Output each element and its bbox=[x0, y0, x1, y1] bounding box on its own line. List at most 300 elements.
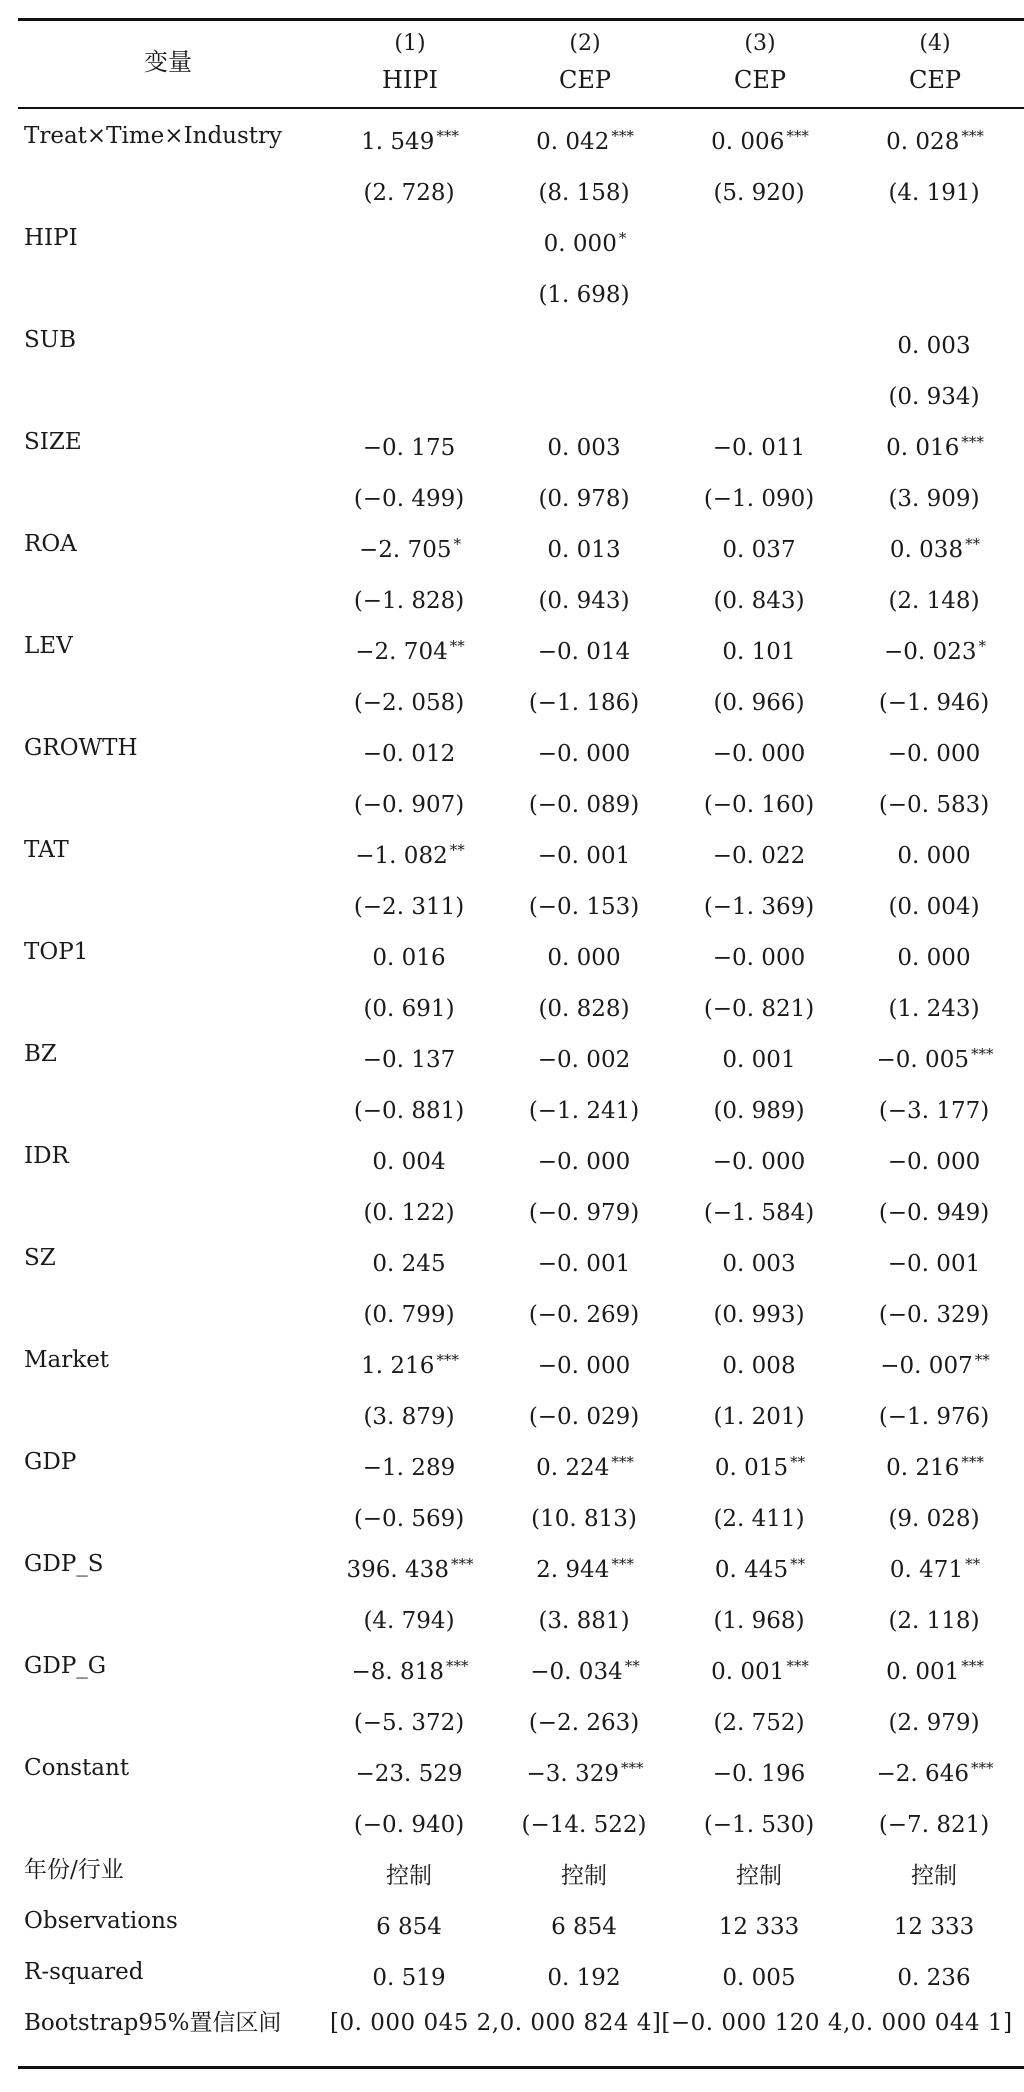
cell-col-3 bbox=[670, 570, 850, 621]
cell-col-1 bbox=[320, 1692, 500, 1743]
cell-value: 0. 471 bbox=[889, 1557, 964, 1583]
row-label: GDP_S bbox=[24, 1551, 104, 1577]
cell-value: 396. 438 bbox=[346, 1557, 449, 1583]
significance-stars: ** bbox=[790, 1453, 806, 1471]
cell-value: 0. 008 bbox=[722, 1353, 796, 1379]
cell-col-2 bbox=[500, 417, 670, 468]
cell-value: −8. 818 bbox=[351, 1659, 444, 1685]
table-row bbox=[0, 1845, 1024, 1896]
row-label: R-squared bbox=[24, 1959, 144, 1985]
cell-col-2 bbox=[500, 1080, 670, 1131]
significance-stars: *** bbox=[970, 1759, 994, 1777]
cell-col-2 bbox=[500, 111, 670, 162]
row-label: 年份/行业 bbox=[24, 1857, 124, 1883]
cell-value: (−0. 569) bbox=[353, 1506, 465, 1532]
cell-col-4 bbox=[845, 468, 1024, 519]
cell-value: (−1. 946) bbox=[878, 690, 990, 716]
cell-col-3 bbox=[670, 927, 850, 978]
cell-col-2 bbox=[500, 1233, 670, 1284]
cell-col-1 bbox=[320, 621, 500, 672]
cell-value: −0. 002 bbox=[537, 1047, 631, 1073]
cell-col-4 bbox=[845, 1539, 1024, 1590]
row-label: SZ bbox=[24, 1245, 56, 1271]
cell-col-4 bbox=[845, 621, 1024, 672]
cell-col-2 bbox=[500, 1794, 670, 1845]
row-label: BZ bbox=[24, 1041, 57, 1067]
cell-col-1 bbox=[320, 1539, 500, 1590]
significance-stars: *** bbox=[436, 127, 459, 145]
cell-value: −0. 034 bbox=[530, 1659, 623, 1685]
cell-col-4 bbox=[845, 1233, 1024, 1284]
cell-col-4 bbox=[845, 927, 1024, 978]
cell-value: −0. 000 bbox=[537, 1353, 631, 1379]
cell-value: (−7. 821) bbox=[878, 1812, 990, 1838]
significance-stars: ** bbox=[449, 637, 465, 655]
significance-stars: *** bbox=[961, 127, 984, 145]
cell-col-4 bbox=[845, 366, 1024, 417]
cell-value: (−5. 372) bbox=[353, 1710, 465, 1736]
cell-value: 0. 006 bbox=[711, 129, 785, 155]
cell-value: 0. 001 bbox=[711, 1659, 785, 1685]
cell-value: (−0. 160) bbox=[703, 792, 815, 818]
header-col-4-number: (4) bbox=[919, 31, 951, 56]
cell-value: −3. 329 bbox=[526, 1761, 619, 1787]
cell-col-4 bbox=[845, 1794, 1024, 1845]
table-row bbox=[0, 1590, 1024, 1641]
cell-col-2 bbox=[500, 1131, 670, 1182]
cell-col-4 bbox=[845, 111, 1024, 162]
cell-col-1 bbox=[320, 1080, 500, 1131]
table-row bbox=[0, 1743, 1024, 1794]
cell-col-1 bbox=[320, 1335, 500, 1386]
cell-col-2 bbox=[500, 723, 670, 774]
cell-value: −0. 011 bbox=[712, 435, 806, 461]
cell-value: (−1. 186) bbox=[528, 690, 640, 716]
cell-value: 控制 bbox=[386, 1863, 432, 1889]
table-row bbox=[0, 570, 1024, 621]
table-row bbox=[0, 1029, 1024, 1080]
cell-col-1 bbox=[320, 1743, 500, 1794]
cell-col-2 bbox=[500, 570, 670, 621]
table-row bbox=[0, 468, 1024, 519]
cell-value: (2. 118) bbox=[888, 1608, 980, 1634]
cell-col-4 bbox=[845, 1437, 1024, 1488]
cell-col-2 bbox=[500, 927, 670, 978]
significance-stars: *** bbox=[786, 1657, 809, 1675]
table-row bbox=[0, 1233, 1024, 1284]
cell-col-1 bbox=[320, 1284, 500, 1335]
cell-value: 1. 549 bbox=[361, 129, 435, 155]
cell-value: 0. 101 bbox=[722, 639, 796, 665]
cell-value: (2. 411) bbox=[713, 1506, 805, 1532]
cell-value: 0. 000 bbox=[547, 945, 621, 971]
cell-col-2 bbox=[500, 468, 670, 519]
table-row bbox=[0, 1284, 1024, 1335]
cell-col-1 bbox=[320, 774, 500, 825]
cell-value: (−0. 089) bbox=[528, 792, 640, 818]
cell-value: −0. 196 bbox=[712, 1761, 806, 1787]
significance-stars: *** bbox=[611, 1453, 634, 1471]
cell-value: 0. 042 bbox=[536, 129, 610, 155]
cell-value: (10. 813) bbox=[531, 1506, 637, 1532]
cell-value: −0. 001 bbox=[537, 843, 631, 869]
significance-stars: *** bbox=[445, 1657, 469, 1675]
cell-col-1 bbox=[320, 1947, 500, 1998]
cell-col-2 bbox=[500, 1590, 670, 1641]
cell-value: 0. 016 bbox=[886, 435, 960, 461]
cell-col-4 bbox=[845, 774, 1024, 825]
row-label: LEV bbox=[24, 633, 73, 659]
cell-value: −0. 000 bbox=[712, 1149, 806, 1175]
cell-col-1 bbox=[320, 1131, 500, 1182]
table-row bbox=[0, 519, 1024, 570]
cell-col-4 bbox=[845, 1896, 1024, 1947]
cell-value: (0. 843) bbox=[713, 588, 805, 614]
cell-value: (−0. 821) bbox=[703, 996, 815, 1022]
cell-col-4 bbox=[845, 213, 1024, 264]
cell-value: (4. 191) bbox=[888, 180, 980, 206]
cell-col-1 bbox=[320, 1845, 500, 1896]
row-label: SIZE bbox=[24, 429, 82, 455]
cell-col-1 bbox=[320, 417, 500, 468]
cell-col-4 bbox=[845, 723, 1024, 774]
cell-value: (0. 934) bbox=[888, 384, 980, 410]
cell-value: 1. 216 bbox=[361, 1353, 435, 1379]
cell-value: (0. 989) bbox=[713, 1098, 805, 1124]
cell-col-2 bbox=[500, 672, 670, 723]
cell-col-2 bbox=[500, 213, 670, 264]
table-row bbox=[0, 1335, 1024, 1386]
cell-col-3 bbox=[670, 672, 850, 723]
table-row bbox=[0, 315, 1024, 366]
cell-col-4 bbox=[845, 1488, 1024, 1539]
cell-value: −0. 001 bbox=[537, 1251, 631, 1277]
cell-value: (−0. 499) bbox=[353, 486, 465, 512]
cell-col-4 bbox=[845, 1080, 1024, 1131]
cell-value: (3. 879) bbox=[363, 1404, 455, 1430]
bottom-rule bbox=[18, 2066, 1024, 2069]
cell-value: 2. 944 bbox=[536, 1557, 610, 1583]
row-label: Treat×Time×Industry bbox=[24, 123, 283, 149]
significance-stars: * bbox=[978, 637, 986, 655]
significance-stars: ** bbox=[965, 1555, 981, 1573]
cell-value: (1. 243) bbox=[888, 996, 980, 1022]
cell-col-3 bbox=[670, 519, 850, 570]
cell-value: 12 333 bbox=[718, 1914, 800, 1940]
cell-col-2 bbox=[500, 1539, 670, 1590]
bootstrap-interval-1: [0. 000 045 2,0. 000 824 4] bbox=[330, 2010, 662, 2036]
cell-col-3 bbox=[670, 417, 850, 468]
cell-col-3 bbox=[670, 1743, 850, 1794]
table-row bbox=[0, 111, 1024, 162]
cell-col-3 bbox=[670, 264, 850, 315]
cell-col-4 bbox=[845, 672, 1024, 723]
cell-col-1 bbox=[320, 1029, 500, 1080]
bootstrap-row bbox=[0, 1998, 1024, 2049]
cell-value: 0. 519 bbox=[372, 1965, 446, 1991]
cell-col-4 bbox=[845, 1947, 1024, 1998]
table-row bbox=[0, 1386, 1024, 1437]
cell-value: 0. 001 bbox=[722, 1047, 796, 1073]
row-label: TOP1 bbox=[24, 939, 89, 965]
cell-col-4 bbox=[845, 978, 1024, 1029]
row-label: Observations bbox=[24, 1908, 178, 1934]
cell-col-4 bbox=[845, 417, 1024, 468]
cell-col-1 bbox=[320, 1641, 500, 1692]
cell-value: (0. 966) bbox=[713, 690, 805, 716]
cell-value: (−0. 940) bbox=[353, 1812, 465, 1838]
cell-col-3 bbox=[670, 1845, 850, 1896]
cell-value: 12 333 bbox=[893, 1914, 975, 1940]
cell-col-3 bbox=[670, 1284, 850, 1335]
cell-col-2 bbox=[500, 1335, 670, 1386]
table-row bbox=[0, 366, 1024, 417]
table-row bbox=[0, 723, 1024, 774]
cell-value: −2. 705 bbox=[359, 537, 452, 563]
cell-col-4 bbox=[845, 1743, 1024, 1794]
cell-value: (0. 943) bbox=[538, 588, 630, 614]
cell-col-1 bbox=[320, 672, 500, 723]
cell-value: −1. 289 bbox=[362, 1455, 456, 1481]
cell-value: (3. 881) bbox=[538, 1608, 630, 1634]
significance-stars: ** bbox=[624, 1657, 640, 1675]
cell-value: (−1. 530) bbox=[703, 1812, 815, 1838]
cell-col-2 bbox=[500, 774, 670, 825]
cell-value: −0. 000 bbox=[537, 1149, 631, 1175]
row-label: ROA bbox=[24, 531, 77, 557]
significance-stars: ** bbox=[974, 1351, 990, 1369]
cell-col-4 bbox=[845, 264, 1024, 315]
cell-value: (−1. 828) bbox=[353, 588, 465, 614]
cell-col-1 bbox=[320, 468, 500, 519]
cell-value: (−2. 058) bbox=[353, 690, 465, 716]
cell-value: (0. 122) bbox=[363, 1200, 455, 1226]
cell-col-1 bbox=[320, 876, 500, 927]
cell-col-3 bbox=[670, 111, 850, 162]
significance-stars: *** bbox=[961, 433, 984, 451]
cell-value: (9. 028) bbox=[888, 1506, 980, 1532]
cell-col-1 bbox=[320, 162, 500, 213]
table-row bbox=[0, 1437, 1024, 1488]
significance-stars: *** bbox=[970, 1045, 994, 1063]
cell-value: (4. 794) bbox=[363, 1608, 455, 1634]
cell-value: −0. 022 bbox=[712, 843, 806, 869]
header-col-4 bbox=[845, 26, 1024, 98]
cell-value: 控制 bbox=[561, 1863, 607, 1889]
cell-col-3 bbox=[670, 1131, 850, 1182]
cell-value: 0. 028 bbox=[886, 129, 960, 155]
bootstrap-interval-2: [−0. 000 120 4,0. 000 044 1] bbox=[661, 2010, 1013, 2036]
cell-col-3 bbox=[670, 876, 850, 927]
cell-value: 0. 000 bbox=[897, 843, 971, 869]
cell-value: −0. 000 bbox=[712, 741, 806, 767]
cell-value: (−0. 881) bbox=[353, 1098, 465, 1124]
cell-col-2 bbox=[500, 1182, 670, 1233]
table-row bbox=[0, 672, 1024, 723]
cell-col-4 bbox=[845, 1029, 1024, 1080]
cell-value: (−0. 029) bbox=[528, 1404, 640, 1430]
significance-stars: *** bbox=[620, 1759, 644, 1777]
cell-col-1 bbox=[320, 570, 500, 621]
cell-value: 0. 015 bbox=[714, 1455, 789, 1481]
header-rule bbox=[18, 107, 1024, 109]
cell-col-4 bbox=[845, 1335, 1024, 1386]
cell-value: (−2. 263) bbox=[528, 1710, 640, 1736]
cell-value: (−0. 329) bbox=[878, 1302, 990, 1328]
cell-col-2 bbox=[500, 1641, 670, 1692]
table-row bbox=[0, 876, 1024, 927]
cell-col-2 bbox=[500, 621, 670, 672]
cell-col-3 bbox=[670, 621, 850, 672]
significance-stars: *** bbox=[611, 1555, 634, 1573]
header-col-2-dependent: CEP bbox=[558, 66, 612, 94]
cell-value: (2. 148) bbox=[888, 588, 980, 614]
header-col-3 bbox=[670, 26, 850, 98]
cell-col-3 bbox=[670, 774, 850, 825]
header-col-2-number: (2) bbox=[569, 31, 601, 56]
cell-col-2 bbox=[500, 1692, 670, 1743]
cell-value: (−0. 949) bbox=[878, 1200, 990, 1226]
cell-value: 0. 037 bbox=[722, 537, 796, 563]
cell-col-4 bbox=[845, 1131, 1024, 1182]
significance-stars: * bbox=[453, 535, 461, 553]
cell-value: 0. 000 bbox=[543, 231, 617, 257]
cell-col-4 bbox=[845, 162, 1024, 213]
cell-col-1 bbox=[320, 1437, 500, 1488]
cell-value: (1. 201) bbox=[713, 1404, 805, 1430]
significance-stars: *** bbox=[436, 1351, 459, 1369]
cell-col-4 bbox=[845, 1692, 1024, 1743]
cell-value: (5. 920) bbox=[713, 180, 805, 206]
cell-col-1 bbox=[320, 1794, 500, 1845]
cell-col-3 bbox=[670, 1437, 850, 1488]
cell-col-3 bbox=[670, 1896, 850, 1947]
cell-value: 0. 003 bbox=[722, 1251, 796, 1277]
cell-col-2 bbox=[500, 366, 670, 417]
table-header bbox=[0, 22, 1024, 106]
cell-col-2 bbox=[500, 519, 670, 570]
cell-value: −0. 005 bbox=[876, 1047, 969, 1073]
table-row bbox=[0, 1488, 1024, 1539]
table-row bbox=[0, 1641, 1024, 1692]
table-row bbox=[0, 213, 1024, 264]
cell-value: (−3. 177) bbox=[878, 1098, 990, 1124]
cell-value: −0. 000 bbox=[887, 1149, 981, 1175]
significance-stars: *** bbox=[961, 1453, 984, 1471]
cell-col-1 bbox=[320, 519, 500, 570]
cell-value: −0. 012 bbox=[362, 741, 456, 767]
cell-value: 0. 192 bbox=[547, 1965, 621, 1991]
cell-value: (0. 828) bbox=[538, 996, 630, 1022]
cell-value: −0. 001 bbox=[887, 1251, 981, 1277]
table-row bbox=[0, 978, 1024, 1029]
significance-stars: * bbox=[618, 229, 627, 247]
cell-value: (1. 698) bbox=[538, 282, 630, 308]
cell-value: (0. 691) bbox=[363, 996, 455, 1022]
row-label: HIPI bbox=[24, 225, 78, 251]
table-row bbox=[0, 1896, 1024, 1947]
cell-col-3 bbox=[670, 1488, 850, 1539]
header-col-3-dependent: CEP bbox=[733, 66, 787, 94]
cell-value: (0. 978) bbox=[538, 486, 630, 512]
cell-col-2 bbox=[500, 315, 670, 366]
cell-value: (−1. 090) bbox=[703, 486, 815, 512]
cell-value: 控制 bbox=[736, 1863, 782, 1889]
significance-stars: *** bbox=[611, 127, 634, 145]
cell-value: (1. 968) bbox=[713, 1608, 805, 1634]
table-row bbox=[0, 1182, 1024, 1233]
cell-col-4 bbox=[845, 1182, 1024, 1233]
table-row bbox=[0, 1692, 1024, 1743]
cell-value: 0. 000 bbox=[897, 945, 971, 971]
row-label: GROWTH bbox=[24, 735, 138, 761]
cell-col-3 bbox=[670, 978, 850, 1029]
cell-value: 0. 245 bbox=[372, 1251, 446, 1277]
cell-col-1 bbox=[320, 111, 500, 162]
significance-stars: *** bbox=[786, 127, 809, 145]
cell-col-1 bbox=[320, 1488, 500, 1539]
cell-col-3 bbox=[670, 468, 850, 519]
cell-value: (−2. 311) bbox=[353, 894, 465, 920]
table-row bbox=[0, 1794, 1024, 1845]
cell-value: 0. 001 bbox=[886, 1659, 960, 1685]
cell-col-1 bbox=[320, 927, 500, 978]
cell-value: (2. 728) bbox=[363, 180, 455, 206]
cell-col-2 bbox=[500, 825, 670, 876]
cell-col-1 bbox=[320, 978, 500, 1029]
cell-col-2 bbox=[500, 1896, 670, 1947]
cell-col-2 bbox=[500, 1947, 670, 1998]
cell-col-3 bbox=[670, 1794, 850, 1845]
cell-value: (−0. 153) bbox=[528, 894, 640, 920]
cell-value: (−1. 369) bbox=[703, 894, 815, 920]
cell-value: (0. 993) bbox=[713, 1302, 805, 1328]
cell-value: −0. 137 bbox=[362, 1047, 456, 1073]
cell-col-3 bbox=[670, 1386, 850, 1437]
cell-value: 6 854 bbox=[376, 1914, 442, 1940]
cell-value: 0. 003 bbox=[547, 435, 621, 461]
cell-col-4 bbox=[845, 1284, 1024, 1335]
bootstrap-label: Bootstrap95%置信区间 bbox=[24, 2010, 282, 2036]
header-col-1-number: (1) bbox=[394, 31, 426, 56]
cell-value: (−0. 583) bbox=[878, 792, 990, 818]
cell-col-3 bbox=[670, 1641, 850, 1692]
table-row bbox=[0, 1131, 1024, 1182]
cell-col-1 bbox=[320, 1182, 500, 1233]
row-label: GDP bbox=[24, 1449, 77, 1475]
cell-value: 0. 216 bbox=[886, 1455, 960, 1481]
table-row bbox=[0, 1539, 1024, 1590]
cell-value: 控制 bbox=[911, 1863, 957, 1889]
cell-col-2 bbox=[500, 1284, 670, 1335]
cell-col-2 bbox=[500, 1437, 670, 1488]
cell-col-1 bbox=[320, 1896, 500, 1947]
header-variable-label: 变量 bbox=[144, 48, 192, 76]
cell-col-1 bbox=[320, 1233, 500, 1284]
cell-col-2 bbox=[500, 264, 670, 315]
cell-col-3 bbox=[670, 213, 850, 264]
cell-col-1 bbox=[320, 213, 500, 264]
cell-col-3 bbox=[670, 162, 850, 213]
row-label: TAT bbox=[24, 837, 69, 863]
cell-value: (2. 752) bbox=[713, 1710, 805, 1736]
cell-value: (−0. 907) bbox=[353, 792, 465, 818]
table-row bbox=[0, 264, 1024, 315]
cell-value: (−1. 241) bbox=[528, 1098, 640, 1124]
cell-value: 0. 224 bbox=[536, 1455, 610, 1481]
cell-col-3 bbox=[670, 1182, 850, 1233]
cell-col-4 bbox=[845, 876, 1024, 927]
